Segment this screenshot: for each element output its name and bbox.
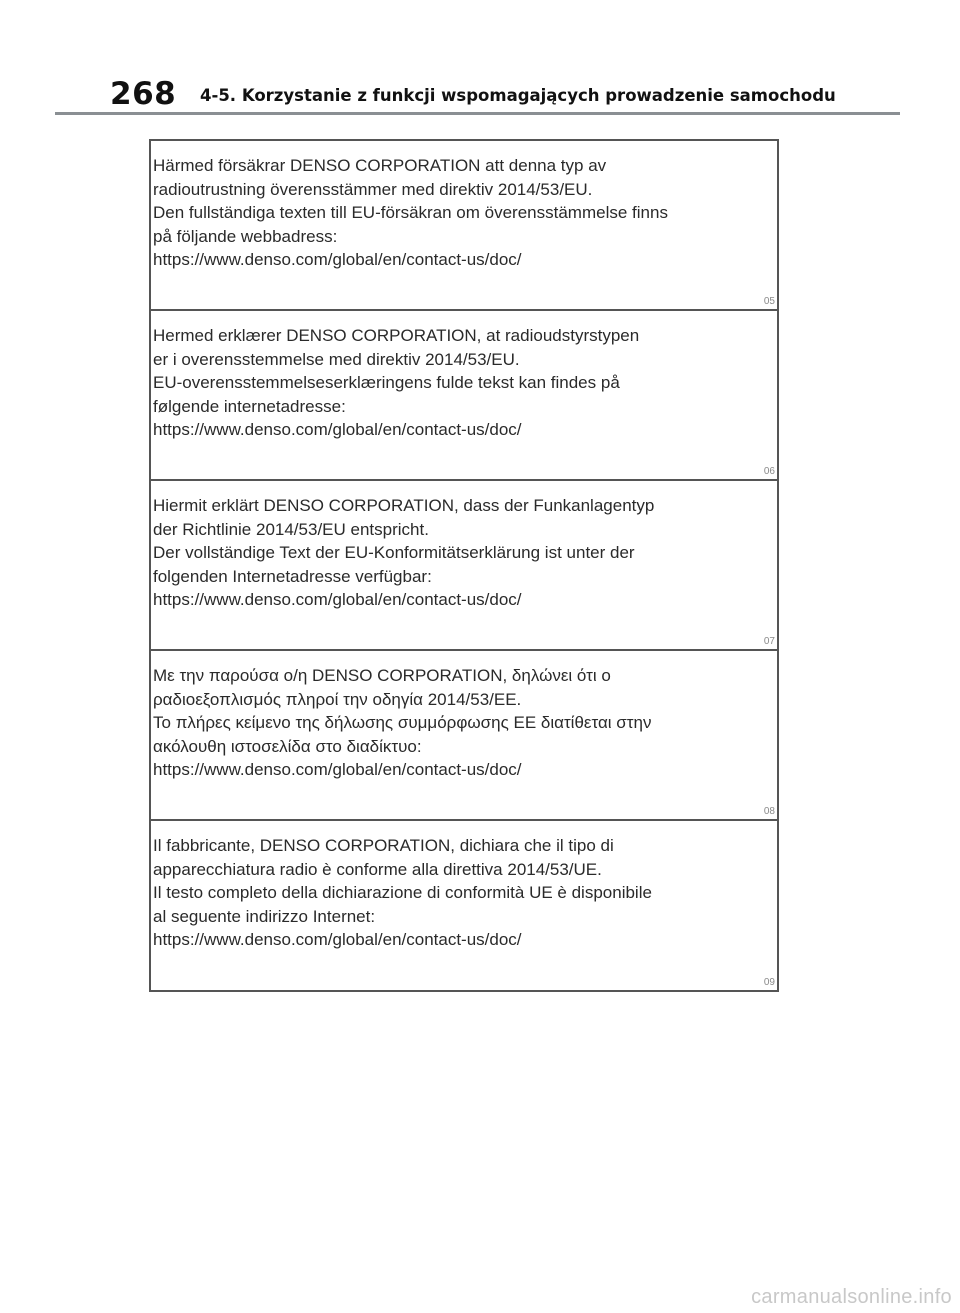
declaration-code: 06	[763, 466, 775, 477]
declaration-code: 08	[763, 806, 775, 817]
declaration-text: Με την παρούσα ο/η DENSO CORPORATION, δηλώνει ότι ο ραδιοεξοπλισμός πληροί την οδηγία 2014/53/ΕΕ. Το πλήρες κείμενο της δήλωσης συμμόρφωσης ΕΕ διατίθεται στην ακόλουθη ιστοσελίδα στο διαδίκτυο: https://www.denso.com/global/en/contact-us/doc/	[153, 666, 652, 779]
declaration-greek	[151, 651, 777, 821]
site-watermark: carmanualsonline.info	[751, 1286, 952, 1308]
declaration-code: 05	[763, 296, 775, 307]
declaration-text: Härmed försäkrar DENSO CORPORATION att denna typ av radioutrustning överensstämmer med direktiv 2014/53/EU. Den fullständiga texten till EU-försäkran om överensstämmelse finns på följande webbadress: https://www.denso.com/global/en/contact-us/doc/	[153, 156, 668, 269]
section-title: 4-5. Korzystanie z funkcji wspomagających prowadzenie samochodu	[200, 86, 836, 105]
declaration-code: 09	[763, 977, 775, 988]
declaration-code: 07	[763, 636, 775, 647]
declaration-text: Hermed erklærer DENSO CORPORATION, at radioudstyrstypen er i overensstemmelse med direktiv 2014/53/EU. EU-overensstemmelseserklæringens fulde tekst kan findes på følgende internetadresse: https://www.denso.com/global/en/contact-us/doc/	[153, 326, 640, 439]
declaration-italian	[151, 821, 777, 990]
header-divider	[55, 112, 900, 115]
declaration-text: Il fabbricante, DENSO CORPORATION, dichiara che il tipo di apparecchiatura radio è conforme alla direttiva 2014/53/UE. Il testo completo della dichiarazione di conformità UE è disponibile al seguente indirizzo Internet: https://www.denso.com/global/en/contact-us/doc/	[153, 836, 652, 949]
declaration-table	[149, 139, 779, 992]
page-number: 268	[110, 76, 177, 112]
declaration-swedish	[151, 141, 777, 311]
declaration-german	[151, 481, 777, 651]
declaration-text: Hiermit erklärt DENSO CORPORATION, dass der Funkanlagentyp der Richtlinie 2014/53/EU entspricht. Der vollständige Text der EU-Konformitätserklärung ist unter der folgenden Internetadresse verfügbar: https://www.denso.com/global/en/contact-us/doc/	[153, 496, 655, 609]
page-header	[0, 0, 960, 120]
declaration-danish	[151, 311, 777, 481]
